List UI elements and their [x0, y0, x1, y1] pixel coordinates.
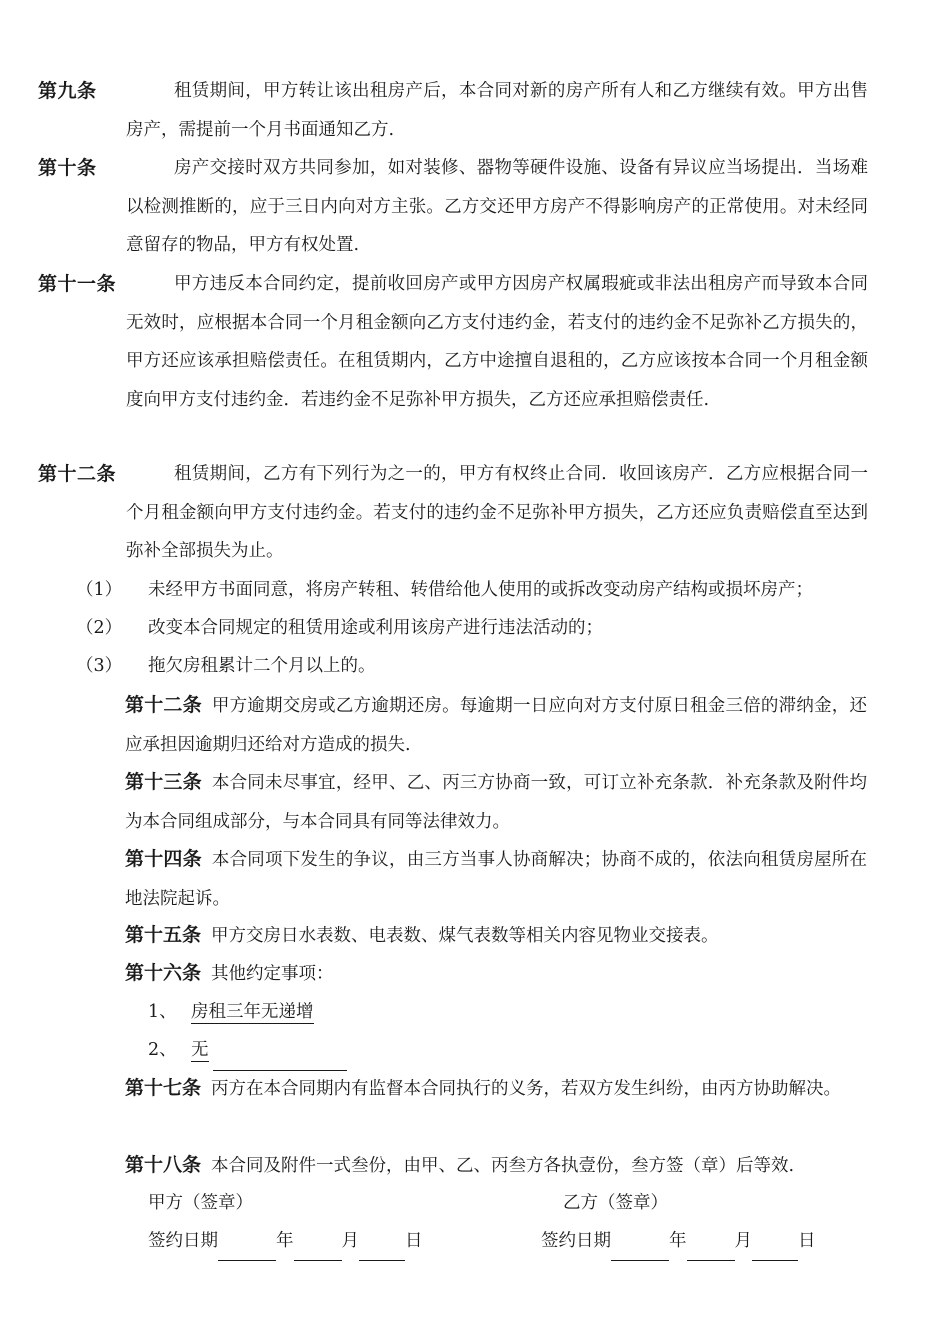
- article-text: 丙方在本合同期内有监督本合同执行的义务，若双方发生纠纷，由丙方协助解决。: [211, 1079, 842, 1099]
- party-b-date-line: [541, 1222, 816, 1261]
- article-title: 第十八条: [125, 1154, 202, 1176]
- sub-item: [148, 1031, 347, 1071]
- article-13: [125, 763, 867, 841]
- article-title: 第十二条: [38, 463, 117, 485]
- party-a-signature-label: 甲方（签章）: [148, 1193, 253, 1213]
- day-label: 日: [798, 1231, 816, 1251]
- date-label: 签约日期: [541, 1231, 611, 1251]
- article-text: 租赁期间，乙方有下列行为之一的，甲方有权终止合同．收回该房产．乙方应根据合同一个月租金额向甲方支付违约金。若支付的违约金不足弥补甲方损失，乙方还应负责赔偿直至达到弥补全部损失为止。: [126, 464, 868, 561]
- article-text: 本合同项下发生的争议，由三方当事人协商解决；协商不成的，依法向租赁房屋所在地法院起诉。: [125, 850, 867, 909]
- item-text: 拖欠房租累计二个月以上的。: [148, 656, 376, 676]
- article-text: 本合同未尽事宜，经甲、乙、丙三方协商一致，可订立补充条款．补充条款及附件均为本合同组成部分，与本合同具有同等法律效力。: [125, 773, 867, 832]
- sub-item: [148, 993, 314, 1032]
- date-label: 签约日期: [148, 1231, 218, 1251]
- article-15: [125, 916, 867, 956]
- article-11: [38, 265, 868, 419]
- day-blank[interactable]: [359, 1238, 405, 1261]
- sub-item-text: 房租三年无递增: [191, 1002, 314, 1022]
- list-item: [76, 647, 866, 686]
- year-label: 年: [669, 1231, 687, 1251]
- article-text: 本合同及附件一式叁份，由甲、乙、丙叁方各执壹份，叁方签（章）后等效.: [211, 1156, 795, 1176]
- list-item: [76, 571, 866, 610]
- article-title: 第十三条: [125, 771, 202, 793]
- item-number: （3）: [76, 656, 123, 676]
- sub-item-text: 无: [191, 1040, 209, 1060]
- article-text: 其他约定事项：: [211, 964, 334, 984]
- article-16: [125, 954, 867, 994]
- article-title: 第十四条: [125, 848, 202, 870]
- article-14: [125, 840, 867, 918]
- day-label: 日: [405, 1231, 423, 1251]
- article-12b: [125, 686, 867, 764]
- article-18: [125, 1146, 867, 1186]
- list-item: [76, 609, 866, 648]
- item-number: （1）: [76, 580, 123, 600]
- month-label: 月: [734, 1231, 752, 1251]
- article-title: 第十七条: [125, 1077, 202, 1099]
- year-label: 年: [276, 1231, 294, 1251]
- article-text: 甲方违反本合同约定，提前收回房产或甲方因房产权属瑕疵或非法出租房产而导致本合同无效时，应根据本合同一个月租金额向乙方支付违约金，若支付的违约金不足弥补乙方损失的，甲方还应该承担赔偿责任。在租赁期内，乙方中途擅自退租的，乙方应该按本合同一个月租金额度向甲方支付违约金．若违约金不足弥补甲方损失，乙方还应承担赔偿责任.: [126, 274, 868, 410]
- day-blank[interactable]: [752, 1238, 798, 1261]
- article-12: [38, 455, 868, 571]
- article-17: [125, 1069, 867, 1109]
- party-a-date-line: [148, 1222, 423, 1261]
- year-blank[interactable]: [611, 1238, 669, 1261]
- article-text: 甲方交房日水表数、电表数、煤气表数等相关内容见物业交接表。: [211, 926, 719, 946]
- month-blank[interactable]: [294, 1238, 342, 1261]
- article-title: 第十二条: [125, 694, 202, 716]
- sub-item-number: 2、: [148, 1040, 177, 1060]
- fill-line: [213, 1048, 347, 1071]
- sub-item-number: 1、: [148, 1002, 177, 1022]
- item-text: 未经甲方书面同意，将房产转租、转借给他人使用的或拆改变动房产结构或损坏房产；: [148, 580, 813, 600]
- article-9: [38, 72, 868, 149]
- item-text: 改变本合同规定的租赁用途或利用该房产进行违法活动的；: [148, 618, 603, 638]
- party-b-signature-label: 乙方（签章）: [563, 1193, 668, 1213]
- month-label: 月: [341, 1231, 359, 1251]
- article-title: 第十五条: [125, 924, 202, 946]
- month-blank[interactable]: [687, 1238, 735, 1261]
- article-text: 甲方逾期交房或乙方逾期还房。每逾期一日应向对方支付原日租金三倍的滞纳金，还应承担因逾期归还给对方造成的损失.: [125, 696, 867, 755]
- article-text: 租赁期间，甲方转让该出租房产后，本合同对新的房产所有人和乙方继续有效。甲方出售房产，需提前一个月书面通知乙方.: [126, 81, 868, 140]
- article-10: [38, 149, 868, 265]
- article-title: 第十六条: [125, 962, 202, 984]
- article-title: 第十条: [38, 157, 97, 179]
- article-title: 第十一条: [38, 273, 117, 295]
- article-text: 房产交接时双方共同参加，如对装修、器物等硬件设施、设备有异议应当场提出．当场难以检测推断的，应于三日内向对方主张。乙方交还甲方房产不得影响房产的正常使用。对未经同意留存的物品，甲方有权处置.: [126, 158, 868, 255]
- item-number: （2）: [76, 618, 123, 638]
- article-title: 第九条: [38, 80, 97, 102]
- year-blank[interactable]: [218, 1238, 276, 1261]
